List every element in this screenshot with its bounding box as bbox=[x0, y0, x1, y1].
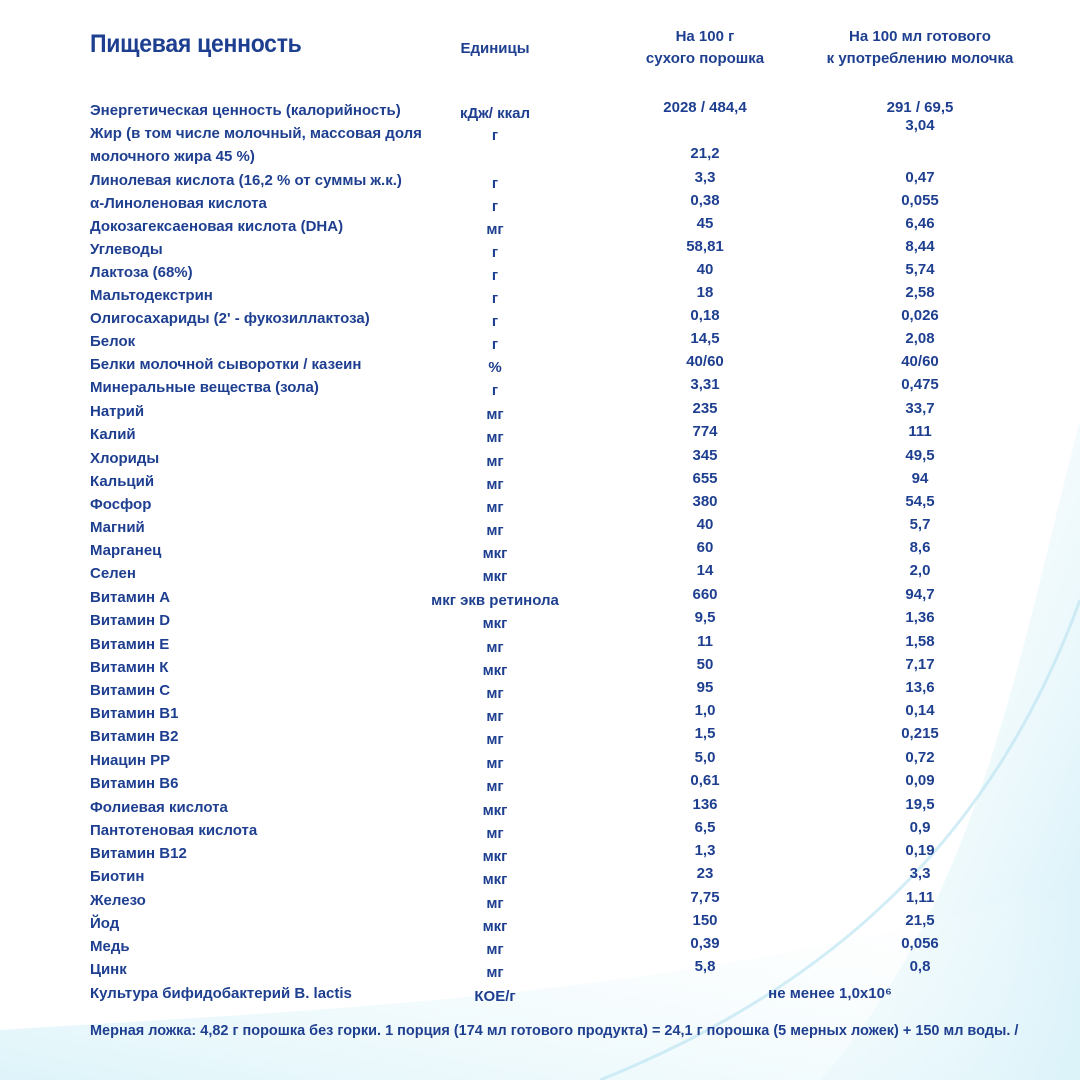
value-merged: не менее 1,0x10⁶ bbox=[768, 985, 892, 1002]
nutrient-name: Мальтодекстрин bbox=[90, 287, 213, 304]
table-row bbox=[0, 725, 1080, 748]
value-per-100g: 1,5 bbox=[694, 725, 716, 742]
value-per-100g: 14,5 bbox=[690, 330, 720, 347]
nutrient-unit: кДж/ ккал bbox=[459, 105, 531, 122]
nutrient-unit: мкг bbox=[482, 568, 508, 585]
column-header-ready bbox=[820, 26, 1020, 70]
nutrient-unit: мкг экв ретинола bbox=[431, 592, 559, 609]
nutrient-name: Пантотеновая кислота bbox=[90, 822, 258, 839]
value-per-100ml: 19,5 bbox=[905, 796, 935, 813]
ready-label-line1: На 100 мл готового bbox=[849, 28, 991, 45]
nutrient-unit: мг bbox=[486, 639, 504, 656]
value-per-100ml: 0,056 bbox=[901, 935, 939, 952]
value-per-100g: 45 bbox=[696, 215, 714, 232]
nutrient-name: Селен bbox=[90, 565, 136, 582]
value-per-100g: 380 bbox=[692, 493, 718, 510]
value-per-100ml: 94,7 bbox=[905, 586, 935, 603]
nutrient-unit: г bbox=[491, 382, 499, 399]
value-per-100ml: 3,04 bbox=[905, 117, 935, 134]
value-per-100g: 0,18 bbox=[690, 307, 720, 324]
value-per-100ml: 2,0 bbox=[909, 562, 931, 579]
units-label: Единицы bbox=[460, 40, 530, 57]
value-per-100g: 0,61 bbox=[690, 772, 720, 789]
value-per-100g: 150 bbox=[692, 912, 718, 929]
value-per-100g: 95 bbox=[696, 679, 714, 696]
value-per-100ml: 6,46 bbox=[905, 215, 935, 232]
nutrient-name: Докозагексаеновая кислота (DHA) bbox=[90, 218, 344, 235]
dry-label-line1: На 100 г bbox=[675, 28, 735, 45]
table-row bbox=[0, 772, 1080, 795]
value-per-100g: 14 bbox=[696, 562, 714, 579]
nutrient-unit: г bbox=[491, 175, 499, 192]
table-row bbox=[0, 865, 1080, 888]
value-per-100ml: 0,47 bbox=[905, 169, 935, 186]
nutrient-name: Витамин В12 bbox=[90, 845, 187, 862]
nutrient-name: Калий bbox=[90, 426, 136, 443]
nutrient-unit: мг bbox=[486, 895, 504, 912]
nutrient-name: α-Линоленовая кислота bbox=[90, 195, 267, 212]
table-row bbox=[0, 609, 1080, 632]
value-per-100ml: 94 bbox=[911, 470, 929, 487]
nutrient-name: Цинк bbox=[90, 961, 127, 978]
value-per-100ml: 0,475 bbox=[901, 376, 939, 393]
value-per-100g: 5,0 bbox=[694, 749, 716, 766]
value-per-100g: 3,31 bbox=[690, 376, 720, 393]
nutrient-name-line2: молочного жира 45 %) bbox=[90, 148, 255, 165]
nutrient-name: Витамин В6 bbox=[90, 775, 179, 792]
nutrient-name-line1: Жир (в том числе молочный, массовая доля bbox=[90, 125, 422, 142]
nutrient-unit: г bbox=[491, 244, 499, 261]
value-per-100g: 18 bbox=[696, 284, 714, 301]
nutrient-unit: мг bbox=[486, 221, 504, 238]
nutrient-name: Хлориды bbox=[90, 450, 160, 467]
value-per-100ml: 111 bbox=[908, 423, 932, 440]
nutrient-unit: мг bbox=[486, 755, 504, 772]
value-per-100ml: 0,14 bbox=[905, 702, 935, 719]
value-per-100g: 235 bbox=[692, 400, 718, 417]
nutrient-name: Витамин D bbox=[90, 612, 171, 629]
nutrient-name: Витамин В2 bbox=[90, 728, 179, 745]
value-per-100ml: 0,72 bbox=[905, 749, 935, 766]
nutrient-unit: мг bbox=[486, 778, 504, 795]
value-per-100ml: 21,5 bbox=[905, 912, 935, 929]
value-per-100g: 7,75 bbox=[690, 889, 720, 906]
value-per-100g: 2028 / 484,4 bbox=[663, 99, 747, 116]
nutrient-unit: мг bbox=[486, 476, 504, 493]
nutrient-unit: г bbox=[491, 127, 499, 144]
nutrient-unit: мг bbox=[486, 685, 504, 702]
nutrient-name: Витамин А bbox=[90, 589, 171, 606]
value-per-100ml: 5,74 bbox=[905, 261, 935, 278]
nutrient-unit: мг bbox=[486, 731, 504, 748]
ready-label-line2: к употреблению молочка bbox=[826, 50, 1014, 67]
nutrient-name: Линолевая кислота (16,2 % от суммы ж.к.) bbox=[90, 172, 402, 189]
table-row bbox=[0, 376, 1080, 399]
table-row bbox=[0, 117, 1080, 168]
nutrient-unit: мкг bbox=[482, 918, 508, 935]
nutrient-unit: мг bbox=[486, 964, 504, 981]
value-per-100g: 774 bbox=[692, 423, 718, 440]
nutrient-unit: г bbox=[491, 336, 499, 353]
value-per-100g: 58,81 bbox=[686, 238, 724, 255]
nutrient-name: Белки молочной сыворотки / казеин bbox=[90, 356, 362, 373]
value-per-100g: 345 bbox=[692, 447, 718, 464]
value-per-100g: 40/60 bbox=[686, 353, 724, 370]
value-per-100g: 1,3 bbox=[694, 842, 716, 859]
nutrient-unit: мг bbox=[486, 522, 504, 539]
nutrient-name: Железо bbox=[90, 892, 146, 909]
nutrient-name: Магний bbox=[90, 519, 145, 536]
column-header-dry bbox=[620, 26, 790, 70]
value-per-100ml: 1,11 bbox=[905, 889, 935, 906]
nutrient-name: Ниацин РР bbox=[90, 752, 171, 769]
table-row bbox=[0, 562, 1080, 585]
nutrient-name: Культура бифидобактерий B. lactis bbox=[90, 985, 352, 1002]
value-per-100ml: 0,19 bbox=[905, 842, 935, 859]
value-per-100g: 655 bbox=[692, 470, 718, 487]
nutrient-name: Витамин В1 bbox=[90, 705, 179, 722]
value-per-100ml: 13,6 bbox=[905, 679, 935, 696]
nutrient-unit: % bbox=[488, 359, 502, 376]
nutrient-unit: г bbox=[491, 198, 499, 215]
nutrient-unit: мкг bbox=[482, 615, 508, 632]
value-per-100g: 5,8 bbox=[694, 958, 716, 975]
value-per-100g: 60 bbox=[696, 539, 714, 556]
nutrient-unit: мкг bbox=[482, 871, 508, 888]
nutrient-unit: мг bbox=[486, 453, 504, 470]
nutrient-name: Энергетическая ценность (калорийность) bbox=[90, 102, 401, 119]
value-per-100g: 40 bbox=[696, 516, 714, 533]
value-per-100ml: 1,36 bbox=[905, 609, 935, 626]
nutrient-unit: мг bbox=[486, 941, 504, 958]
value-per-100ml: 8,44 bbox=[905, 238, 935, 255]
nutrient-unit: КОЕ/г bbox=[474, 988, 516, 1005]
column-header-units bbox=[420, 38, 570, 60]
value-per-100g: 11 bbox=[697, 633, 713, 650]
nutrient-unit: мкг bbox=[482, 662, 508, 679]
value-per-100ml: 49,5 bbox=[905, 447, 935, 464]
value-per-100g: 21,2 bbox=[690, 145, 720, 162]
nutrient-name: Витамин С bbox=[90, 682, 171, 699]
value-per-100ml: 8,6 bbox=[909, 539, 931, 556]
value-per-100g: 0,39 bbox=[690, 935, 720, 952]
nutrient-name: Фолиевая кислота bbox=[90, 799, 228, 816]
nutrient-name: Олигосахариды (2' - фукозиллактоза) bbox=[90, 310, 370, 327]
nutrient-name: Йод bbox=[90, 915, 120, 932]
value-per-100g: 40 bbox=[696, 261, 714, 278]
value-per-100ml: 291 / 69,5 bbox=[886, 99, 954, 116]
nutrient-name: Кальций bbox=[90, 473, 155, 490]
nutrient-unit: мг bbox=[486, 406, 504, 423]
nutrient-unit: г bbox=[491, 313, 499, 330]
nutrient-name: Минеральные вещества (зола) bbox=[90, 379, 319, 396]
value-per-100ml: 40/60 bbox=[901, 353, 939, 370]
nutrient-name: Витамин Е bbox=[90, 636, 170, 653]
nutrient-unit: г bbox=[491, 290, 499, 307]
nutrient-name: Натрий bbox=[90, 403, 145, 420]
nutrient-unit: мг bbox=[486, 429, 504, 446]
value-per-100g: 23 bbox=[696, 865, 714, 882]
value-per-100ml: 0,215 bbox=[901, 725, 939, 742]
value-per-100ml: 54,5 bbox=[905, 493, 935, 510]
nutrient-name: Медь bbox=[90, 938, 130, 955]
nutrient-name: Фосфор bbox=[90, 496, 152, 513]
table-row bbox=[0, 423, 1080, 446]
table-row bbox=[0, 958, 1080, 981]
value-per-100ml: 7,17 bbox=[905, 656, 935, 673]
nutrient-unit: г bbox=[491, 267, 499, 284]
value-per-100ml: 1,58 bbox=[905, 633, 935, 650]
nutrient-unit: мг bbox=[486, 499, 504, 516]
value-per-100ml: 0,026 bbox=[901, 307, 939, 324]
page-title: Пищевая ценность bbox=[90, 30, 302, 58]
nutrient-name: Марганец bbox=[90, 542, 162, 559]
value-per-100g: 50 bbox=[696, 656, 714, 673]
value-per-100ml: 0,09 bbox=[905, 772, 935, 789]
nutrient-name: Углеводы bbox=[90, 241, 163, 258]
value-per-100g: 136 bbox=[692, 796, 718, 813]
nutrient-unit: мг bbox=[486, 825, 504, 842]
value-per-100ml: 5,7 bbox=[909, 516, 931, 533]
nutrient-name: Белок bbox=[90, 333, 136, 350]
nutrient-name: Витамин К bbox=[90, 659, 169, 676]
nutrient-unit: мкг bbox=[482, 802, 508, 819]
value-per-100ml: 33,7 bbox=[905, 400, 935, 417]
nutrient-name: Лактоза (68%) bbox=[90, 264, 193, 281]
value-per-100ml: 3,3 bbox=[909, 865, 931, 882]
nutrient-unit: мкг bbox=[482, 848, 508, 865]
value-per-100g: 9,5 bbox=[694, 609, 716, 626]
value-per-100ml: 2,08 bbox=[905, 330, 935, 347]
value-per-100ml: 2,58 bbox=[905, 284, 935, 301]
value-per-100g: 3,3 bbox=[694, 169, 716, 186]
value-per-100g: 1,0 bbox=[694, 702, 716, 719]
footnote: Мерная ложка: 4,82 г порошка без горки. 1 порция (174 мл готового продукта) = 24,1 г порошка (5 мерных ложек) + 150 мл воды. / bbox=[90, 1022, 1019, 1039]
value-per-100ml: 0,9 bbox=[909, 819, 931, 836]
dry-label-line2: сухого порошка bbox=[645, 50, 765, 67]
value-per-100ml: 0,055 bbox=[901, 192, 939, 209]
nutrient-name bbox=[90, 122, 420, 168]
table-row bbox=[0, 982, 1080, 1005]
nutrient-name: Биотин bbox=[90, 868, 145, 885]
value-per-100ml: 0,8 bbox=[909, 958, 931, 975]
nutrient-unit: мг bbox=[486, 708, 504, 725]
value-per-100g: 6,5 bbox=[694, 819, 716, 836]
value-per-100g: 0,38 bbox=[690, 192, 720, 209]
value-per-100g: 660 bbox=[692, 586, 718, 603]
nutrient-unit: мкг bbox=[482, 545, 508, 562]
